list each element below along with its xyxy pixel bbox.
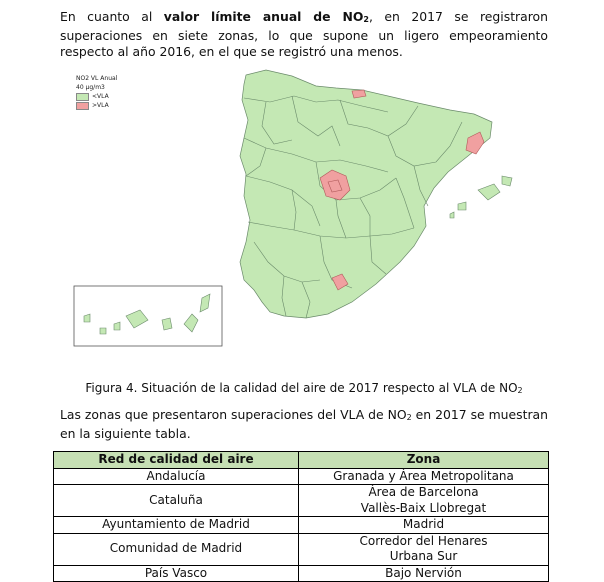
legend-title: NO2 VL Anual (76, 75, 118, 82)
table-row (54, 485, 549, 517)
table-row (54, 468, 549, 485)
header-zona: Zona (299, 452, 549, 469)
cell-zona: Àrea de Barcelona Vallès-Baix Llobregat (299, 485, 549, 517)
legend-item-below: <VLA (76, 92, 117, 101)
intro-paragraph: En cuanto al valor límite anual de $NO_2$, en 2017 se registraron superaciones en siete zonas, lo que supone un ligero empeoramiento respecto al año 2016, en el que se registró una menos. (60, 9, 548, 59)
table-row (54, 533, 549, 565)
map-legend (76, 74, 117, 110)
cell-red: Comunidad de Madrid (54, 533, 299, 565)
intro-bold: valor límite anual de NO (163, 9, 364, 24)
map-canary-islands (84, 294, 210, 334)
map-balearic-islands (450, 176, 512, 218)
legend-swatch-above (76, 102, 89, 110)
legend-item-above: >VLA (76, 101, 117, 110)
cell-zona: Bajo Nervión (299, 565, 549, 582)
cell-red: Cataluña (54, 485, 299, 517)
cell-red: País Vasco (54, 565, 299, 582)
cell-red: Ayuntamiento de Madrid (54, 517, 299, 534)
legend-unit: 40 µg/m3 (76, 84, 105, 91)
table-header-row (54, 452, 549, 469)
table-row (54, 517, 549, 534)
legend-swatch-below (76, 93, 89, 101)
zones-table (53, 451, 549, 582)
cell-zona: Granada y Área Metropolitana (299, 468, 549, 485)
figure-caption: Figura 4. Situación de la calidad del aire de 2017 respecto al VLA de $NO_2$ (85, 381, 523, 395)
cell-zona: Madrid (299, 517, 549, 534)
table-intro-paragraph: Las zonas que presentaron superaciones del VLA de $NO_2$ en 2017 se muestran en la siguiente tabla. (60, 407, 548, 441)
map-canary-inset (74, 286, 222, 346)
map-svg (70, 66, 520, 356)
table-row (54, 565, 549, 582)
cell-zona: Corredor del Henares Urbana Sur (299, 533, 549, 565)
header-red: Red de calidad del aire (54, 452, 299, 469)
cell-red: Andalucía (54, 468, 299, 485)
